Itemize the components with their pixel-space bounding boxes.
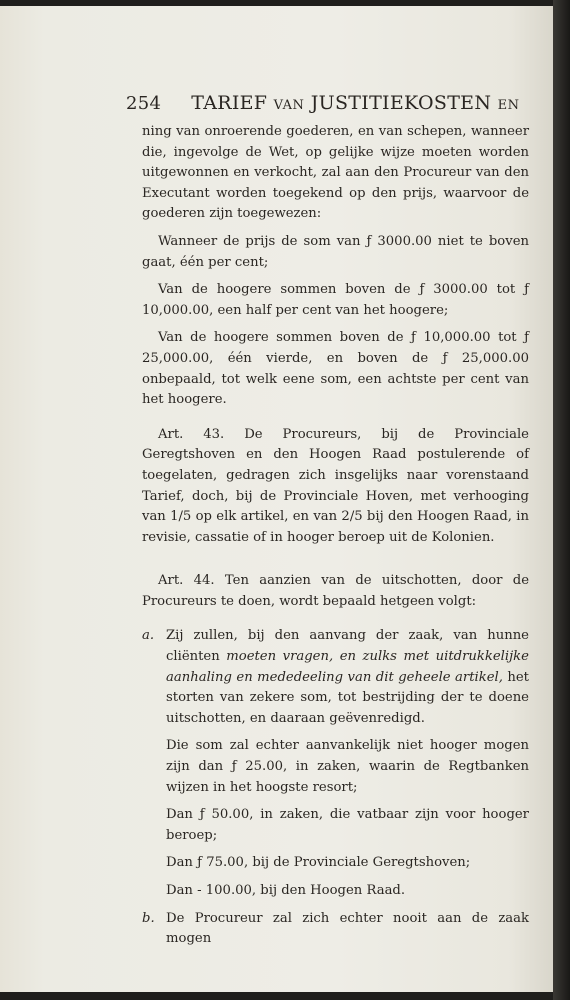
paragraph-article-43: Art. 43. De Procureurs, bij de Provinciale Geregtshoven en den Hoogen Raad postulerende of toegelaten, gedragen zich insgelijks naar vorenstaand Tarief, doch, bij de Provinciale Hoven, met verhooging van 1/5 op elk artikel, en van 2/5 bij den Hoogen Raad, in revisie, cassatie of in hooger beroep uit de Kolonien. xyxy=(142,426,529,545)
paragraph-limit-2: Dan ƒ 50.00, in zaken, die vatbaar zijn voor hooger beroep; xyxy=(166,807,529,843)
paragraph-tariff-2: Van de hoogere sommen boven de ƒ 3000.00 tot ƒ 10,000.00, een half per cent van het hoogere; xyxy=(142,282,529,318)
paragraph-tariff-1: Wanneer de prijs de som van ƒ 3000.00 niet te boven gaat, één per cent; xyxy=(142,233,529,270)
paragraph-limit-3: Dan ƒ 75.00, bij de Provinciale Geregtshoven; xyxy=(166,855,471,871)
clause-a-subparagraphs xyxy=(142,736,529,901)
scan-edge-shadow xyxy=(553,0,570,1000)
paragraph-limit-1: Die som zal echter aanvankelijk niet hooger mogen zijn dan ƒ 25.00, in zaken, waarin de Regtbanken wijzen in het hoogste resort; xyxy=(166,738,529,795)
clause-b-label: b. xyxy=(142,910,155,926)
page-body xyxy=(142,122,529,950)
paragraph-tariff-3: Van de hoogere sommen boven de ƒ 10,000.00 tot ƒ 25,000.00, één vierde, en boven de ƒ 25,000.00 onbepaald, tot welk eene som, een achtste per cent van het hoogere. xyxy=(142,330,529,408)
running-header xyxy=(126,92,526,114)
page-number: 254 xyxy=(126,93,162,114)
clause-b: b. De Procureur zal zich echter nooit aan de zaak mogen xyxy=(142,910,529,947)
clause-a: a. Zij zullen, bij den aanvang der zaak, van hunne cliënten moeten vragen, en zulks met uitdrukkelijke aanhaling en mededeeling van dit geheele artikel, het storten van zekere som, tot bestrijding der te doene uitschotten, en daaraan geëvenredigd. xyxy=(142,628,529,726)
clause-a-label: a. xyxy=(142,628,155,644)
paragraph-article-44: Art. 44. Ten aanzien van de uitschotten, door de Procureurs te doen, wordt bepaald hetgeen volgt: xyxy=(142,573,529,609)
header-title: TARIEF VAN JUSTITIEKOSTEN EN xyxy=(191,92,520,114)
paragraph-continuation: ning van onroerende goederen, en van schepen, wanneer die, ingevolge de Wet, op gelijke wijze moeten worden uitgewonnen en verkocht, zal aan den Procureur van den Executant worden toegekend op den prijs, waarvoor de goederen zijn toegewezen: xyxy=(142,124,529,222)
book-page xyxy=(0,6,553,992)
clause-a-italic: moeten vragen, en zulks met uitdrukkelijke aanhaling en mededeeling van dit geheele artikel, xyxy=(166,649,529,685)
paragraph-limit-4: Dan - 100.00, bij den Hoogen Raad. xyxy=(166,883,406,898)
